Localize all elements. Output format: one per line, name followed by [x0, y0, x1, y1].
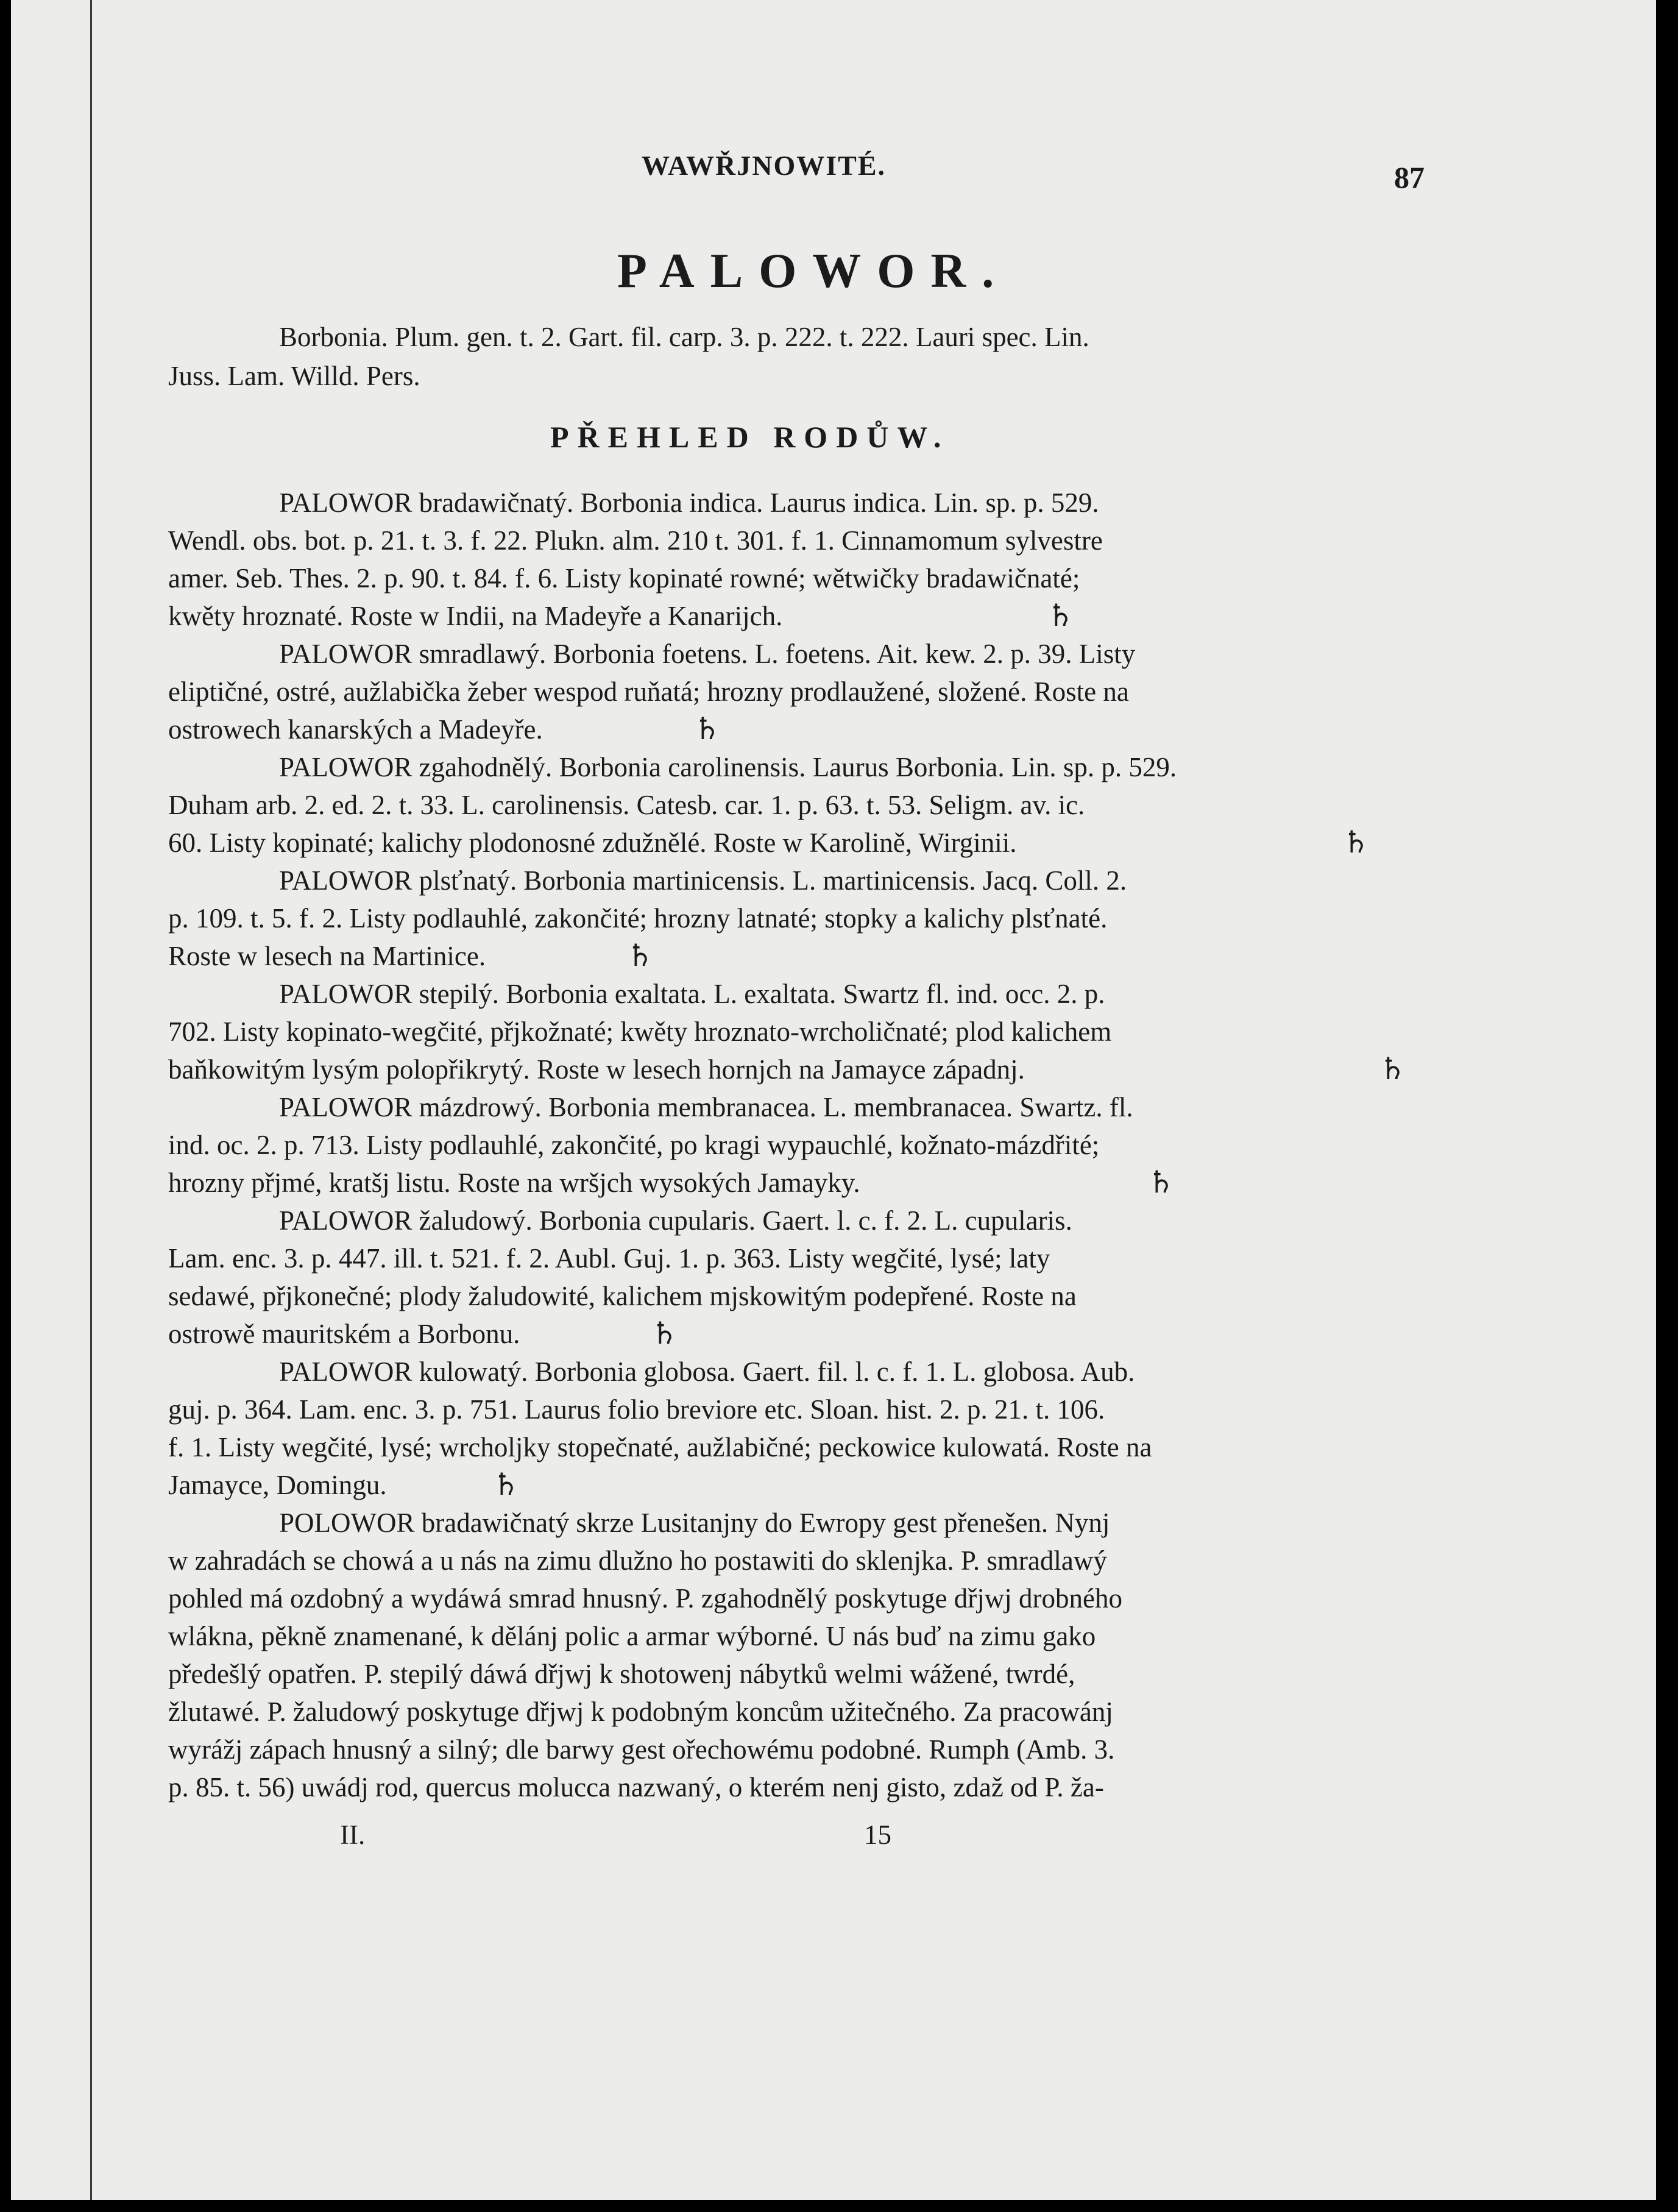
- tree-symbol-icon: ♄: [1047, 598, 1074, 633]
- sheet-number: 15: [864, 1820, 891, 1850]
- tree-symbol-icon: ♄: [492, 1467, 520, 1501]
- tree-symbol-icon: ♄: [651, 1316, 678, 1350]
- entry-line: ostrowech kanarských a Madeyře.: [168, 714, 543, 745]
- entry-line: PALOWOR žaludowý. Borbonia cupularis. Gaert. l. c. f. 2. L. cupularis.: [279, 1205, 1072, 1236]
- page-edge-rule: [90, 0, 92, 2200]
- commentary-line: předešlý opatřen. P. stepilý dáwá dřjwj k shotowenj nábytků welmi wážené, twrdé,: [168, 1659, 1075, 1689]
- entry-line: Wendl. obs. bot. p. 21. t. 3. f. 22. Plukn. alm. 210 t. 301. f. 1. Cinnamomum sylvestre: [168, 525, 1103, 556]
- entry-line: amer. Seb. Thes. 2. p. 90. t. 84. f. 6. Listy kopinaté rowné; wětwičky bradawičnaté;: [168, 563, 1080, 594]
- signature-mark: II.: [340, 1820, 366, 1850]
- tree-symbol-icon: ♄: [1342, 825, 1370, 859]
- entry-line: guj. p. 364. Lam. enc. 3. p. 751. Laurus folio breviore etc. Sloan. hist. 2. p. 21. t. 106.: [168, 1394, 1105, 1425]
- page-number: 87: [1394, 160, 1425, 194]
- tree-symbol-icon: ♄: [1379, 1052, 1406, 1086]
- entry-line: PALOWOR mázdrowý. Borbonia membranacea. L. membranacea. Swartz. fl.: [279, 1092, 1133, 1122]
- entry-line: baňkowitým lysým polopřikrytý. Roste w lesech hornjch na Jamayce západnj.: [168, 1054, 1025, 1085]
- entry-line: 702. Listy kopinato-wegčité, přjkožnaté; kwěty hroznato-wrcholičnaté; plod kalichem: [168, 1016, 1112, 1047]
- entry-line: p. 109. t. 5. f. 2. Listy podlauhlé, zakončité; hrozny latnaté; stopky a kalichy plsťnaté.: [168, 903, 1108, 934]
- section-title: PŘEHLED RODŮW.: [550, 420, 950, 454]
- entry-line: PALOWOR stepilý. Borbonia exaltata. L. exaltata. Swartz fl. ind. occ. 2. p.: [279, 979, 1105, 1009]
- commentary-line: žlutawé. P. žaludowý poskytuge dřjwj k podobným koncům užitečného. Za pracowánj: [168, 1696, 1113, 1727]
- commentary-line: w zahradách se chowá a u nás na zimu dlužno ho postawiti do sklenjka. P. smradlawý: [168, 1545, 1107, 1576]
- entry-line: PALOWOR plsťnatý. Borbonia martinicensis. L. martinicensis. Jacq. Coll. 2.: [279, 865, 1127, 896]
- commentary-line: wyrážj zápach hnusný a silný; dle barwy gest ořechowému podobné. Rumph (Amb. 3.: [168, 1734, 1115, 1765]
- entry-line: sedawé, přjkonečné; plody žaludowité, kalichem mjskowitým podepřené. Roste na: [168, 1281, 1077, 1311]
- running-header: WAWŘJNOWITÉ.: [642, 150, 887, 181]
- tree-symbol-icon: ♄: [626, 938, 654, 973]
- tree-symbol-icon: ♄: [693, 712, 721, 746]
- entry-line: PALOWOR smradlawý. Borbonia foetens. L. foetens. Ait. kew. 2. p. 39. Listy: [279, 639, 1136, 669]
- entry-line: eliptičné, ostré, aužlabička žeber wespod ruňatá; hrozny prodlaužené, složené. Roste na: [168, 676, 1129, 707]
- entry-line: Roste w lesech na Martinice.: [168, 941, 486, 971]
- entry-line: ind. oc. 2. p. 713. Listy podlauhlé, zakončité, po kragi wypauchlé, kožnato-mázdřité;: [168, 1130, 1100, 1160]
- book-page: [11, 0, 1656, 2200]
- entry-line: 60. Listy kopinaté; kalichy plodonosné zdužnělé. Roste w Karolině, Wirginii.: [168, 828, 1017, 858]
- synonymy-line: Borbonia. Plum. gen. t. 2. Gart. fil. carp. 3. p. 222. t. 222. Lauri spec. Lin.: [279, 322, 1089, 352]
- entry-line: kwěty hroznaté. Roste w Indii, na Madeyře a Kanarijch.: [168, 601, 783, 631]
- tree-symbol-icon: ♄: [1147, 1165, 1175, 1199]
- entry-line: hrozny přjmé, kratšj listu. Roste na wršjch wysokých Jamayky.: [168, 1168, 860, 1198]
- entry-line: Jamayce, Domingu.: [168, 1470, 387, 1500]
- entry-line: f. 1. Listy wegčité, lysé; wrcholjky stopečnaté, aužlabičné; peckowice kulowatá. Roste na: [168, 1432, 1152, 1462]
- entry-line: ostrowě mauritském a Borbonu.: [168, 1319, 520, 1349]
- commentary-line: pohled má ozdobný a wydáwá smrad hnusný. P. zgahodnělý poskytuge dřjwj drobného: [168, 1583, 1122, 1614]
- genus-title: PALOWOR.: [617, 244, 1010, 298]
- commentary-line: wlákna, pěkně znamenané, k dělánj polic a armar wýborné. U nás buď na zimu gako: [168, 1621, 1096, 1651]
- entry-line: PALOWOR bradawičnatý. Borbonia indica. Laurus indica. Lin. sp. p. 529.: [279, 487, 1099, 518]
- synonymy-line: Juss. Lam. Willd. Pers.: [168, 361, 420, 391]
- commentary-line: POLOWOR bradawičnatý skrze Lusitanjny do Ewropy gest přenešen. Nynj: [279, 1508, 1110, 1538]
- entry-line: Duham arb. 2. ed. 2. t. 33. L. carolinensis. Catesb. car. 1. p. 63. t. 53. Seligm. av. ic.: [168, 790, 1085, 820]
- entry-line: PALOWOR kulowatý. Borbonia globosa. Gaert. fil. l. c. f. 1. L. globosa. Aub.: [279, 1356, 1135, 1387]
- commentary-line: p. 85. t. 56) uwádj rod, quercus molucca nazwaný, o kterém nenj gisto, zdaž od P. ža-: [168, 1772, 1104, 1803]
- entry-line: PALOWOR zgahodnělý. Borbonia carolinensis. Laurus Borbonia. Lin. sp. p. 529.: [279, 752, 1177, 782]
- entry-line: Lam. enc. 3. p. 447. ill. t. 521. f. 2. Aubl. Guj. 1. p. 363. Listy wegčité, lysé; laty: [168, 1243, 1050, 1274]
